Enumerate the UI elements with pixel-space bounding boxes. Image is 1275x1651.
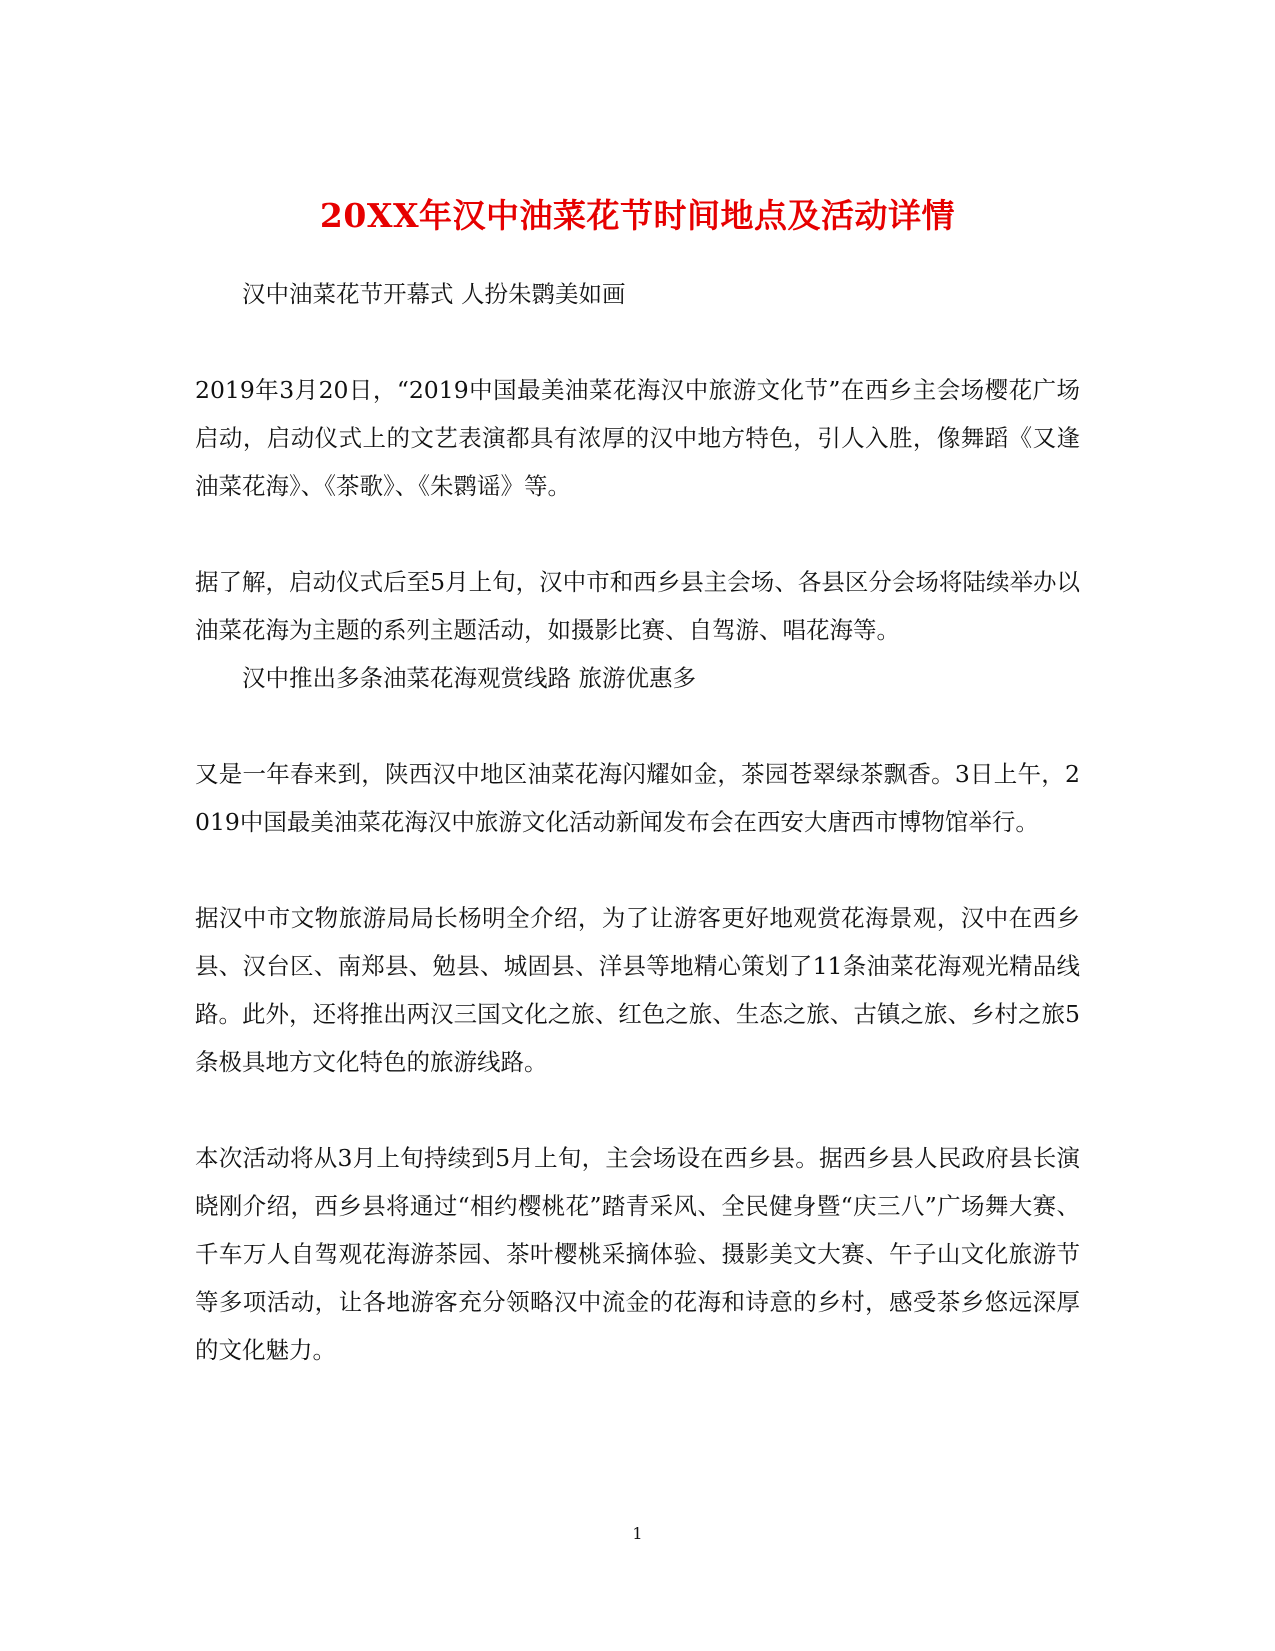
- document-body: [195, 270, 1080, 1374]
- page-number: 1: [632, 1524, 643, 1543]
- paragraph: 又是一年春来到，陕西汉中地区油菜花海闪耀如金，茶园苍翠绿茶飘香。3日上午，2019中国最美油菜花海汉中旅游文化活动新闻发布会在西安大唐西市博物馆举行。: [195, 760, 1080, 836]
- paragraph: 据汉中市文物旅游局局长杨明全介绍，为了让游客更好地观赏花海景观，汉中在西乡县、汉台区、南郑县、勉县、城固县、洋县等地精心策划了11条油菜花海观光精品线路。此外，还将推出两汉三国文化之旅、红色之旅、生态之旅、古镇之旅、乡村之旅5条极具地方文化特色的旅游线路。: [195, 904, 1080, 1076]
- paragraph: 2019年3月20日，“2019中国最美油菜花海汉中旅游文化节”在西乡主会场樱花广场启动，启动仪式上的文艺表演都具有浓厚的汉中地方特色，引人入胜，像舞蹈《又逢油菜花海》、《茶歌》、《朱鹮谣》等。: [195, 376, 1080, 500]
- paragraph: 据了解，启动仪式后至5月上旬，汉中市和西乡县主会场、各县区分会场将陆续举办以油菜花海为主题的系列主题活动，如摄影比赛、自驾游、唱花海等。: [195, 568, 1080, 644]
- section-heading: 汉中油菜花节开幕式 人扮朱鹮美如画: [242, 280, 626, 308]
- paragraph: 本次活动将从3月上旬持续到5月上旬，主会场设在西乡县。据西乡县人民政府县长演晓刚介绍，西乡县将通过“相约樱桃花”踏青采风、全民健身暨“庆三八”广场舞大赛、千车万人自驾观花海游茶园、茶叶樱桃采摘体验、摄影美文大赛、午子山文化旅游节等多项活动，让各地游客充分领略汉中流金的花海和诗意的乡村，感受茶乡悠远深厚的文化魅力。: [195, 1144, 1080, 1364]
- document-title: 20XX年汉中油菜花节时间地点及活动详情: [319, 196, 956, 236]
- section-heading: 汉中推出多条油菜花海观赏线路 旅游优惠多: [242, 664, 696, 692]
